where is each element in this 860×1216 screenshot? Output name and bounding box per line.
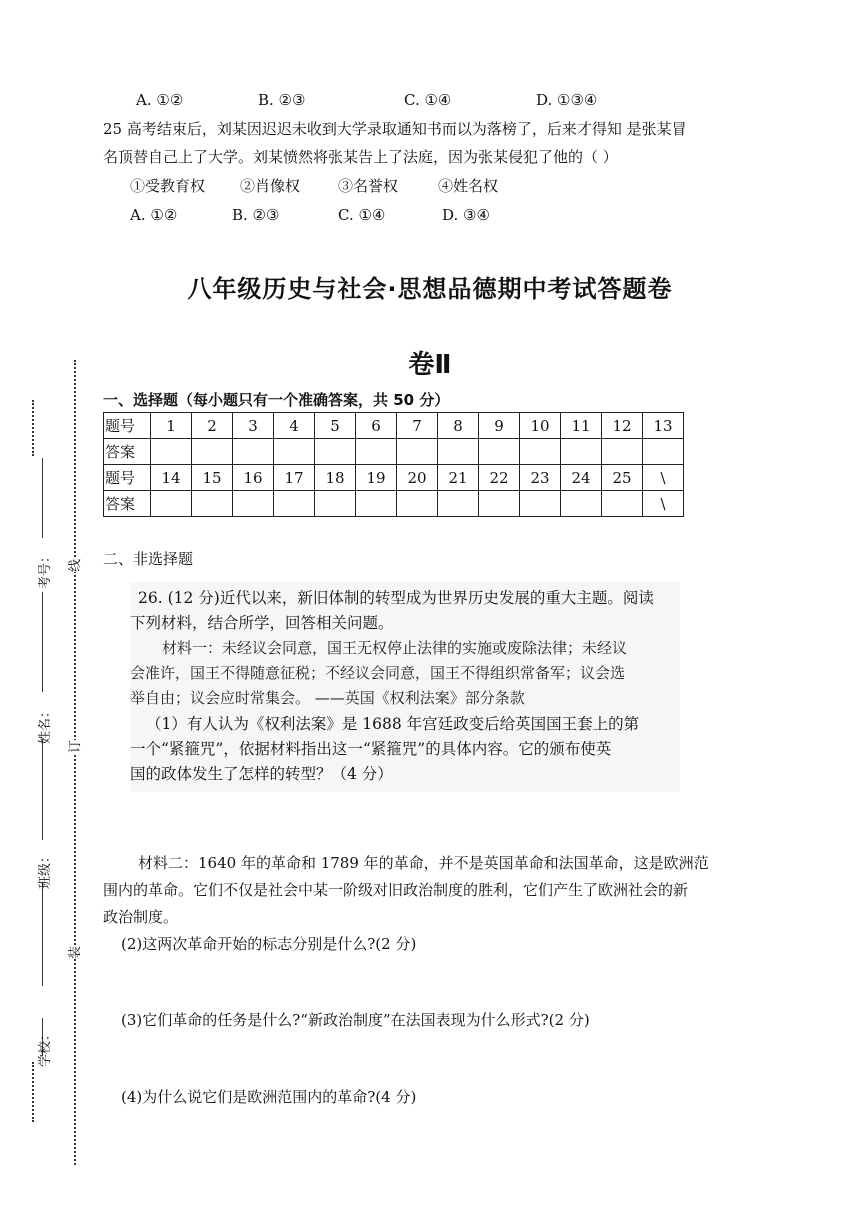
question-number: 14: [151, 465, 192, 491]
answer-cell-disabled: \: [643, 491, 684, 517]
answer-cell[interactable]: [151, 439, 192, 465]
answer-cell[interactable]: [602, 491, 643, 517]
xian-label: 线: [64, 559, 83, 572]
question-number: 5: [315, 413, 356, 439]
answer-cell[interactable]: [274, 491, 315, 517]
answer-cell[interactable]: [561, 439, 602, 465]
q25-choices: [130, 176, 498, 196]
q24-option-d: D. ①③④: [536, 91, 598, 109]
question-number: 19: [356, 465, 397, 491]
q25-stem-line2: 名顶替自己上了大学。刘某愤然将张某告上了法庭，因为张某侵犯了他的（ ）: [103, 148, 618, 166]
binding-dotted-line: [74, 360, 76, 1165]
row-label-question: 题号: [104, 465, 151, 491]
material1-line3: 举自由；议会应时常集会。 ——英国《权利法案》部分条款: [130, 689, 525, 707]
answer-cell[interactable]: [479, 439, 520, 465]
xingming-underline-2: [42, 740, 43, 840]
question-number: 11: [561, 413, 602, 439]
question-number: 16: [233, 465, 274, 491]
q26-part1-line2: 一个“紧箍咒”，依据材料指出这一“紧箍咒”的具体内容。它的颁布使英: [130, 740, 612, 758]
table-row: [104, 413, 684, 439]
material2-line1: 材料二：1640 年的革命和 1789 年的革命，并不是英国革命和法国革命，这是欧洲范: [138, 854, 709, 872]
xingming-label: 姓名：: [38, 704, 54, 745]
xingming-underline: [42, 592, 43, 692]
banji-underline: [42, 882, 43, 986]
answer-cell[interactable]: [520, 439, 561, 465]
ding-label: 订: [64, 740, 83, 753]
q25-option-d: D. ③④: [442, 206, 490, 224]
q24-option-b: B. ②③: [258, 91, 306, 109]
answer-cell[interactable]: [602, 439, 643, 465]
question-number: 13: [643, 413, 684, 439]
q25-choice-3: ③名誉权: [338, 177, 399, 195]
q25-options: [130, 205, 490, 225]
answer-cell[interactable]: [397, 491, 438, 517]
section2-heading: 二、非选择题: [103, 550, 194, 568]
q24-options: [136, 90, 597, 110]
q26-intro-line1: 26. (12 分)近代以来，新旧体制的转型成为世界历史发展的重大主题。阅读: [138, 589, 654, 607]
table-row: [104, 465, 684, 491]
section1-heading: 一、选择题（每小题只有一个准确答案，共 50 分）: [103, 391, 450, 409]
question-number: \: [643, 465, 684, 491]
answer-cell[interactable]: [397, 439, 438, 465]
q25-choice-4: ④姓名权: [438, 177, 499, 195]
q25-choice-1: ①受教育权: [130, 177, 206, 195]
q25-choice-2: ②肖像权: [240, 177, 301, 195]
question-number: 10: [520, 413, 561, 439]
question-number: 25: [602, 465, 643, 491]
question-number: 1: [151, 413, 192, 439]
question-number: 18: [315, 465, 356, 491]
question-number: 24: [561, 465, 602, 491]
row-label-answer: 答案: [104, 439, 151, 465]
question-number: 21: [438, 465, 479, 491]
zhuang-label: 装: [64, 946, 83, 959]
answer-cell[interactable]: [233, 491, 274, 517]
scanned-question-26: [130, 582, 680, 792]
binding-top-dots: [32, 400, 34, 456]
answer-cell[interactable]: [438, 439, 479, 465]
q25-option-c: C. ①④: [338, 206, 386, 224]
q26-part3: (3)它们革命的任务是什么?“新政治制度”在法国表现为什么形式?(2 分): [121, 1011, 590, 1029]
q26-part2: (2)这两次革命开始的标志分别是什么?(2 分): [121, 935, 417, 953]
answer-cell[interactable]: [438, 491, 479, 517]
question-number: 3: [233, 413, 274, 439]
question-number: 8: [438, 413, 479, 439]
question-number: 17: [274, 465, 315, 491]
answer-cell[interactable]: [315, 439, 356, 465]
q24-option-c: C. ①④: [404, 91, 452, 109]
q25-option-b: B. ②③: [232, 206, 280, 224]
paper-label: 卷Ⅱ: [408, 350, 452, 380]
answer-cell[interactable]: [315, 491, 356, 517]
table-row: [104, 439, 684, 465]
q25-stem-line1: 25 高考结束后，刘某因迟迟未收到大学录取通知书而以为落榜了，后来才得知 是张某冒: [103, 120, 687, 138]
question-number: 22: [479, 465, 520, 491]
material1-line1: 材料一：未经议会同意，国王无权停止法律的实施或废除法律；未经议: [162, 639, 628, 657]
material2-line3: 政治制度。: [103, 908, 179, 926]
kaohao-underline: [42, 458, 43, 538]
exam-title: 八年级历史与社会·思想品德期中考试答题卷: [187, 275, 673, 303]
answer-cell[interactable]: [643, 439, 684, 465]
answer-cell[interactable]: [561, 491, 602, 517]
table-row: [104, 491, 684, 517]
material2-line2: 围内的革命。它们不仅是社会中某一阶级对旧政治制度的胜利，它们产生了欧洲社会的新: [103, 881, 689, 899]
material1-line2: 会准许，国王不得随意征税；不经议会同意，国王不得组织常备军；议会选: [130, 664, 626, 682]
row-label-answer: 答案: [104, 491, 151, 517]
answer-cell[interactable]: [192, 439, 233, 465]
q24-option-a: A. ①②: [136, 91, 184, 109]
q26-part4: (4)为什么说它们是欧洲范围内的革命?(4 分): [121, 1088, 417, 1106]
question-number: 15: [192, 465, 233, 491]
q26-part1-line1: （1）有人认为《权利法案》是 1688 年宫廷政变后给英国国王套上的第: [146, 715, 640, 733]
banji-label: 班级：: [38, 849, 54, 890]
answer-cell[interactable]: [274, 439, 315, 465]
answer-cell[interactable]: [479, 491, 520, 517]
question-number: 2: [192, 413, 233, 439]
kaohao-label: 考号：: [38, 549, 54, 590]
q26-part1-line3: 国的政体发生了怎样的转型？（4 分）: [130, 765, 393, 783]
binding-bottom-dots: [32, 1062, 34, 1122]
answer-cell[interactable]: [356, 491, 397, 517]
answer-cell[interactable]: [233, 439, 274, 465]
xuexiao-label: 学校：: [38, 1027, 54, 1068]
answer-cell[interactable]: [192, 491, 233, 517]
question-number: 4: [274, 413, 315, 439]
answer-cell[interactable]: [520, 491, 561, 517]
answer-cell[interactable]: [356, 439, 397, 465]
answer-cell[interactable]: [151, 491, 192, 517]
question-number: 6: [356, 413, 397, 439]
q26-intro-line2: 下列材料，结合所学，回答相关问题。: [130, 614, 394, 632]
row-label-question: 题号: [104, 413, 151, 439]
question-number: 7: [397, 413, 438, 439]
question-number: 9: [479, 413, 520, 439]
question-number: 12: [602, 413, 643, 439]
answer-table: [103, 412, 684, 517]
q25-option-a: A. ①②: [130, 206, 178, 224]
question-number: 23: [520, 465, 561, 491]
question-number: 20: [397, 465, 438, 491]
